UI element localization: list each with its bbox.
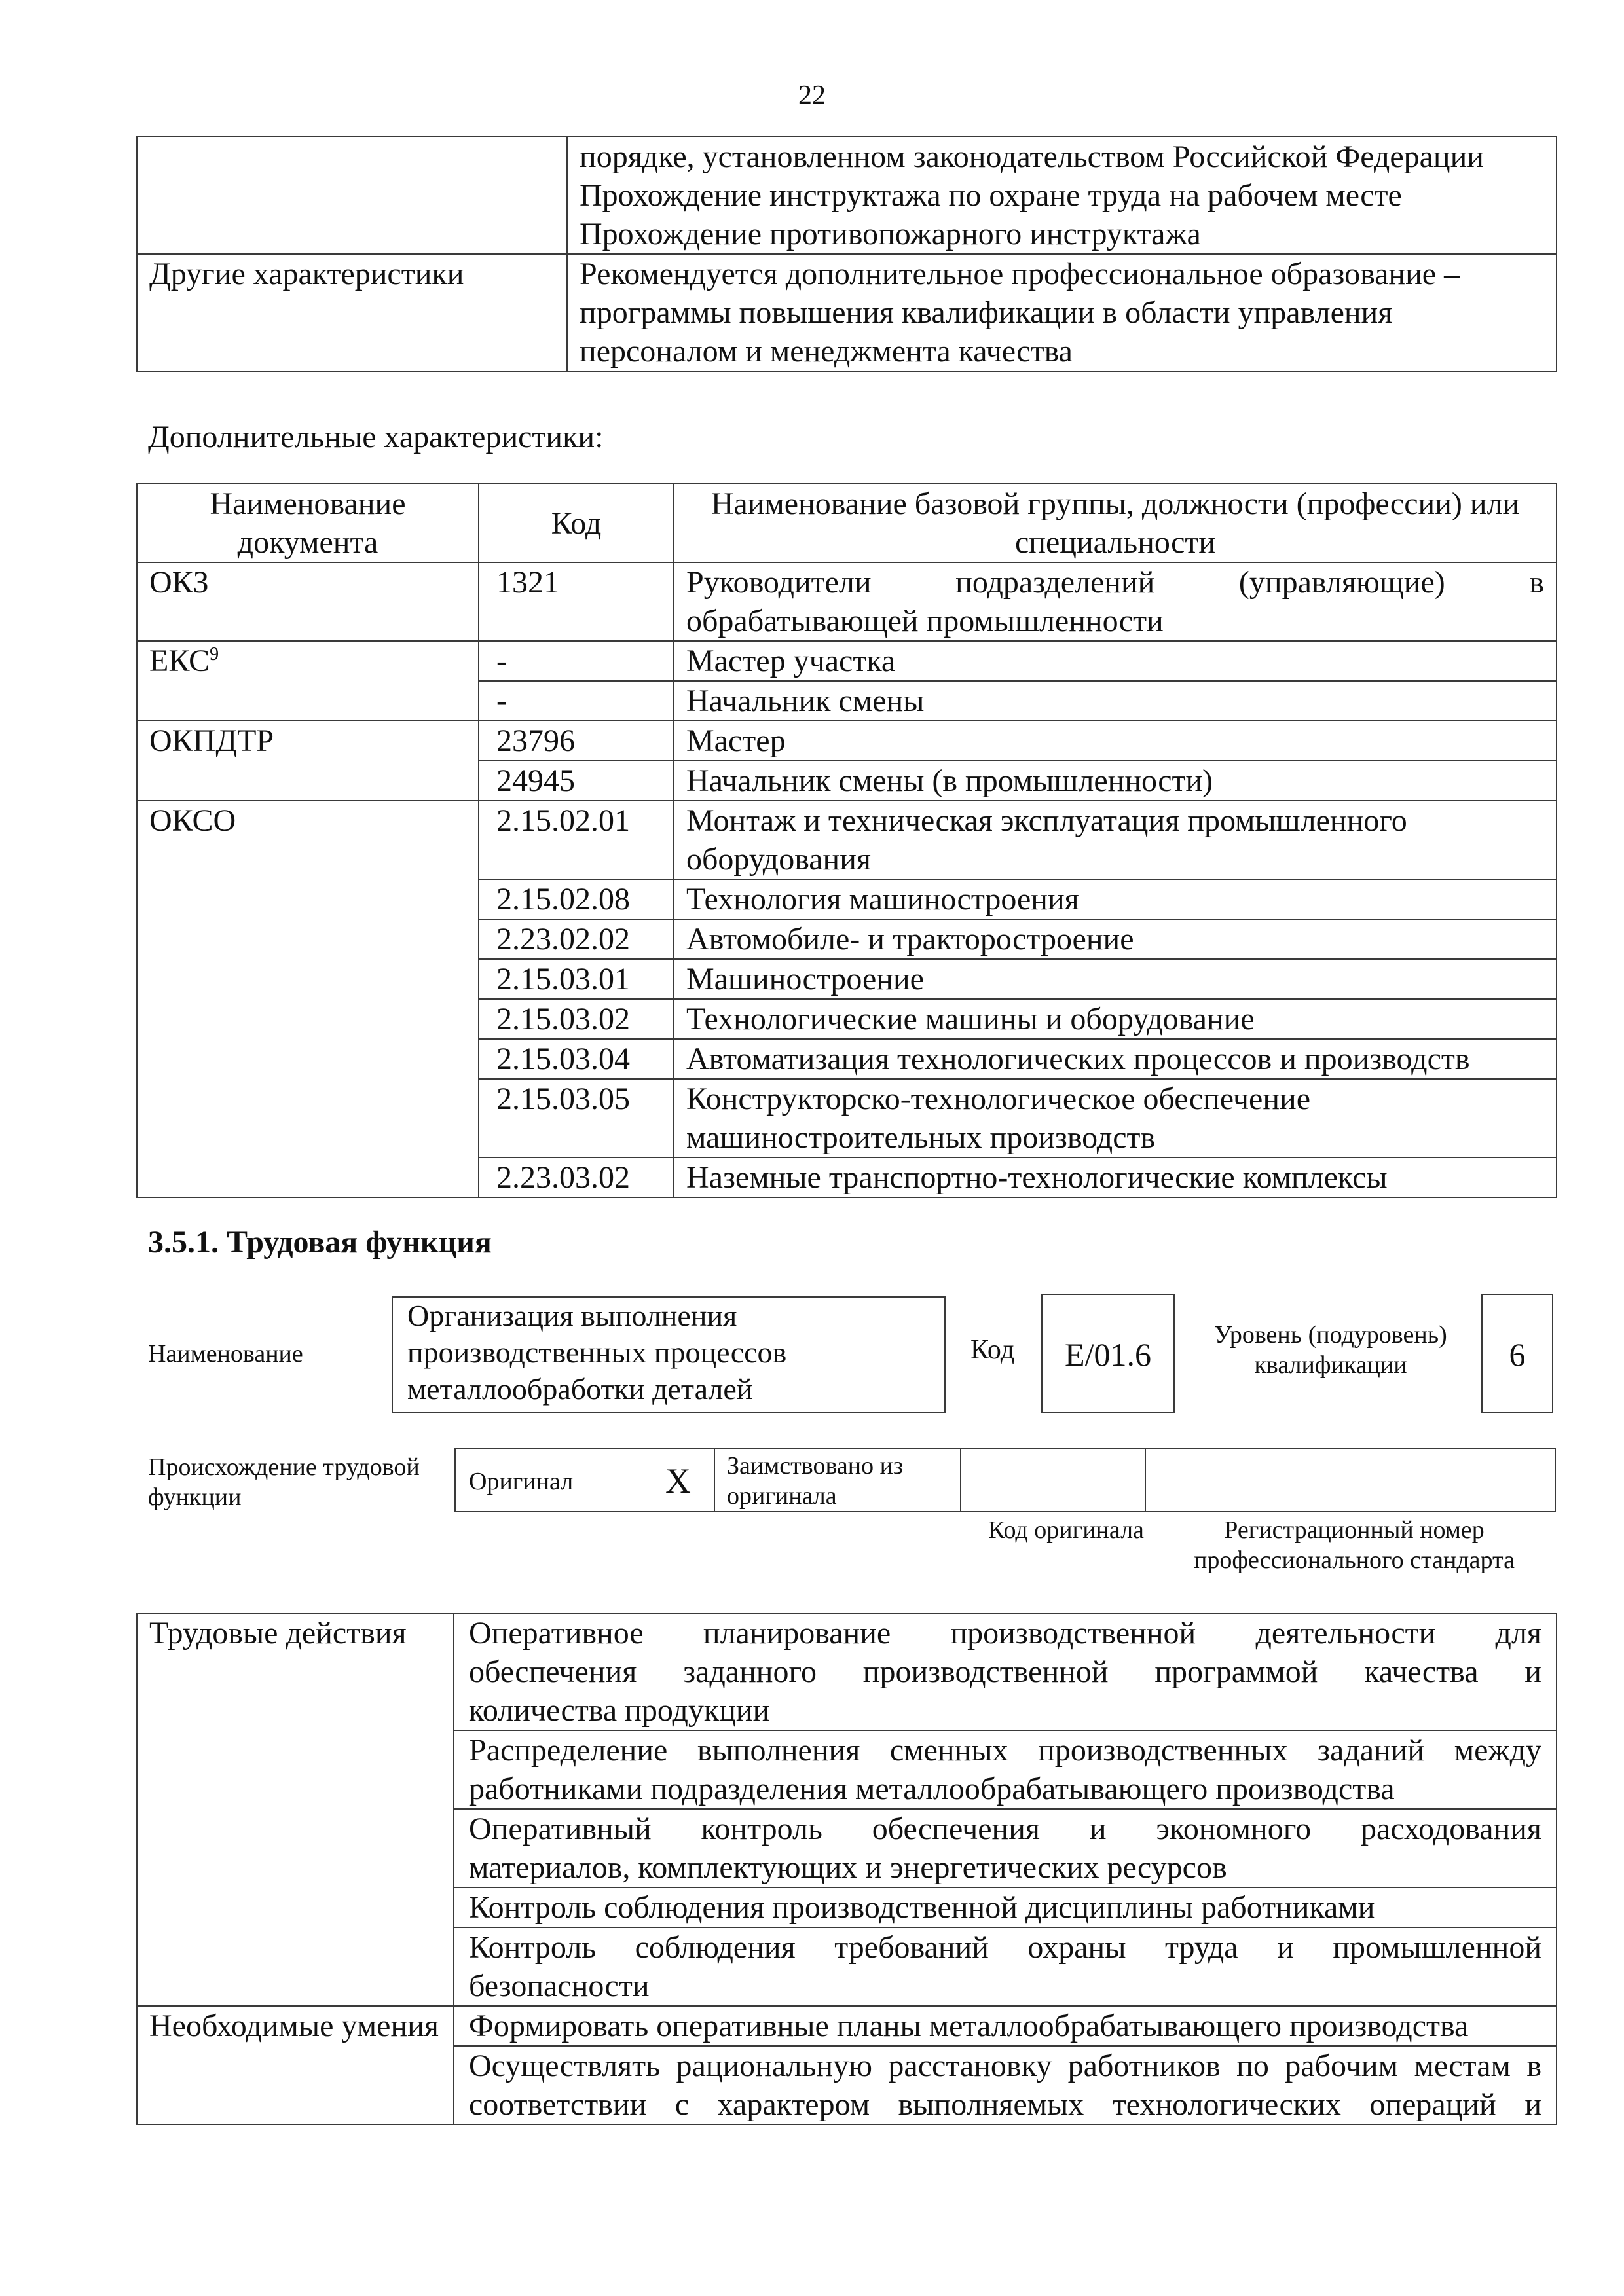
cell-line: обрабатывающей промышленности <box>686 604 1164 638</box>
function-code-box <box>1041 1294 1175 1413</box>
header-name: Наименование базовой группы, должности (профессии) или специальности <box>674 484 1557 562</box>
name-cell: Автоматизация технологических процессов и производств <box>674 1039 1557 1079</box>
code-cell: 2.15.03.05 <box>479 1079 674 1157</box>
name-cell: Технология машиностроения <box>674 879 1557 919</box>
name-cell <box>674 562 1557 641</box>
qualification-level-value: 6 <box>1509 1336 1526 1373</box>
reg-caption: Регистрационный номер профессионального стандарта <box>1194 1516 1515 1574</box>
action-cell <box>454 1613 1557 1730</box>
page-number: 22 <box>798 81 826 111</box>
code-cell: 24945 <box>479 761 674 801</box>
cell-line: порядке, установленном законодательством Российской Федерации <box>580 139 1484 174</box>
code-cell: 2.15.03.01 <box>479 959 674 999</box>
doc-cell: ОКЗ <box>137 562 479 641</box>
table-cell <box>567 254 1557 371</box>
function-code-value: E/01.6 <box>1065 1336 1151 1373</box>
name-label: Наименование <box>148 1340 303 1368</box>
row-label: Другие характеристики <box>137 254 567 371</box>
skill-cell <box>454 2046 1557 2124</box>
original-mark: X <box>665 1461 691 1501</box>
table-row <box>137 2006 1557 2046</box>
code-cell: 2.15.02.08 <box>479 879 674 919</box>
borrowed-label: Заимствовано из оригинала <box>727 1452 903 1510</box>
doc-cell: ОКСО <box>137 801 479 1197</box>
qualification-level-box <box>1481 1294 1553 1413</box>
name-cell: Технологические машины и оборудование <box>674 999 1557 1039</box>
function-name-box <box>392 1296 946 1413</box>
cell-line: персоналом и менеджмента качества <box>580 334 1073 369</box>
cell-line: соответствии с характером выполняемых технологических операций и <box>469 2087 1541 2122</box>
function-name-value: Организация выполнения производственных процессов металлообработки деталей <box>407 1299 787 1406</box>
cell-line: Контроль соблюдения производственной дисциплины работниками <box>469 1890 1375 1925</box>
skill-cell <box>454 2006 1557 2046</box>
level-label: Уровень (подуровень) квалификации <box>1214 1321 1447 1379</box>
origin-label: Происхождение трудовой функции <box>148 1453 420 1511</box>
origin-box <box>454 1448 1556 1512</box>
table-row <box>137 801 1557 879</box>
name-cell: Мастер участка <box>674 641 1557 681</box>
code-cell: - <box>479 641 674 681</box>
table-row <box>137 562 1557 641</box>
original-label: Оригинал <box>469 1468 574 1495</box>
doc-cell <box>137 641 479 721</box>
code-caption: Код оригинала <box>988 1516 1144 1544</box>
doc-text: ЕКС <box>149 644 210 678</box>
code-cell: - <box>479 681 674 721</box>
code-cell: 2.23.03.02 <box>479 1157 674 1197</box>
cell-line: материалов, комплектующих и энергетических ресурсов <box>469 1850 1227 1885</box>
code-cell: 2.15.03.02 <box>479 999 674 1039</box>
cell-line: Распределение выполнения сменных производственных заданий между <box>469 1733 1541 1768</box>
section-heading: 3.5.1. Трудовая функция <box>148 1225 492 1260</box>
name-cell: Наземные транспортно-технологические комплексы <box>674 1157 1557 1197</box>
code-cell: 1321 <box>479 562 674 641</box>
header-code: Код <box>479 484 674 562</box>
labor-function-table <box>136 1613 1557 2125</box>
name-cell: Мастер <box>674 721 1557 761</box>
cell-line: обеспечения заданного производственной программой качества и <box>469 1654 1541 1689</box>
actions-label: Трудовые действия <box>137 1613 454 2006</box>
cell-line: безопасности <box>469 1969 650 2003</box>
qualification-requirements-table <box>136 136 1557 372</box>
name-cell: Конструкторско-технологическое обеспечение машиностроительных производств <box>674 1079 1557 1157</box>
name-cell: Начальник смены (в промышленности) <box>674 761 1557 801</box>
table-row <box>137 137 1557 254</box>
name-cell: Начальник смены <box>674 681 1557 721</box>
cell-line: работниками подразделения металлообрабатывающего производства <box>469 1772 1395 1806</box>
table-row <box>137 254 1557 371</box>
action-cell <box>454 1887 1557 1927</box>
additional-characteristics-label: Дополнительные характеристики: <box>148 420 604 454</box>
additional-characteristics-table <box>136 483 1557 1198</box>
cell-line: Рекомендуется дополнительное профессиональное образование – <box>580 257 1460 291</box>
name-cell: Монтаж и техническая эксплуатация промышленного оборудования <box>674 801 1557 879</box>
table-cell <box>567 137 1557 254</box>
cell-line: Оперативный контроль обеспечения и экономного расходования <box>469 1812 1541 1846</box>
cell-line: Осуществлять рациональную расстановку работников по рабочим местам в <box>469 2049 1541 2083</box>
action-cell <box>454 1927 1557 2006</box>
cell-line: Руководители подразделений (управляющие) в <box>686 565 1544 600</box>
action-cell <box>454 1730 1557 1809</box>
cell-line: Прохождение инструктажа по охране труда на рабочем месте <box>580 178 1402 213</box>
table-row <box>137 1613 1557 1730</box>
code-cell: 2.23.02.02 <box>479 919 674 959</box>
code-cell: 23796 <box>479 721 674 761</box>
cell-line: Оперативное планирование производственной деятельности для <box>469 1616 1541 1650</box>
cell-line: Контроль соблюдения требований охраны труда и промышленной <box>469 1930 1541 1965</box>
table-row <box>137 721 1557 761</box>
table-cell <box>137 137 567 254</box>
cell-line: Прохождение противопожарного инструктажа <box>580 217 1201 251</box>
doc-cell: ОКПДТР <box>137 721 479 801</box>
code-cell: 2.15.03.04 <box>479 1039 674 1079</box>
divider <box>960 1448 961 1512</box>
header-doc: Наименование документа <box>137 484 479 562</box>
action-cell <box>454 1809 1557 1887</box>
name-cell: Автомобиле- и тракторостроение <box>674 919 1557 959</box>
cell-line: количества продукции <box>469 1693 770 1728</box>
cell-line: программы повышения квалификации в области управления <box>580 295 1393 330</box>
code-cell: 2.15.02.01 <box>479 801 674 879</box>
table-header-row <box>137 484 1557 562</box>
divider <box>1145 1448 1146 1512</box>
name-cell: Машиностроение <box>674 959 1557 999</box>
divider <box>714 1448 715 1512</box>
footnote-mark: 9 <box>210 644 219 665</box>
skills-label: Необходимые умения <box>137 2006 454 2124</box>
cell-line: Формировать оперативные планы металлообрабатывающего производства <box>469 2009 1469 2043</box>
table-row <box>137 641 1557 681</box>
code-label: Код <box>970 1335 1015 1365</box>
